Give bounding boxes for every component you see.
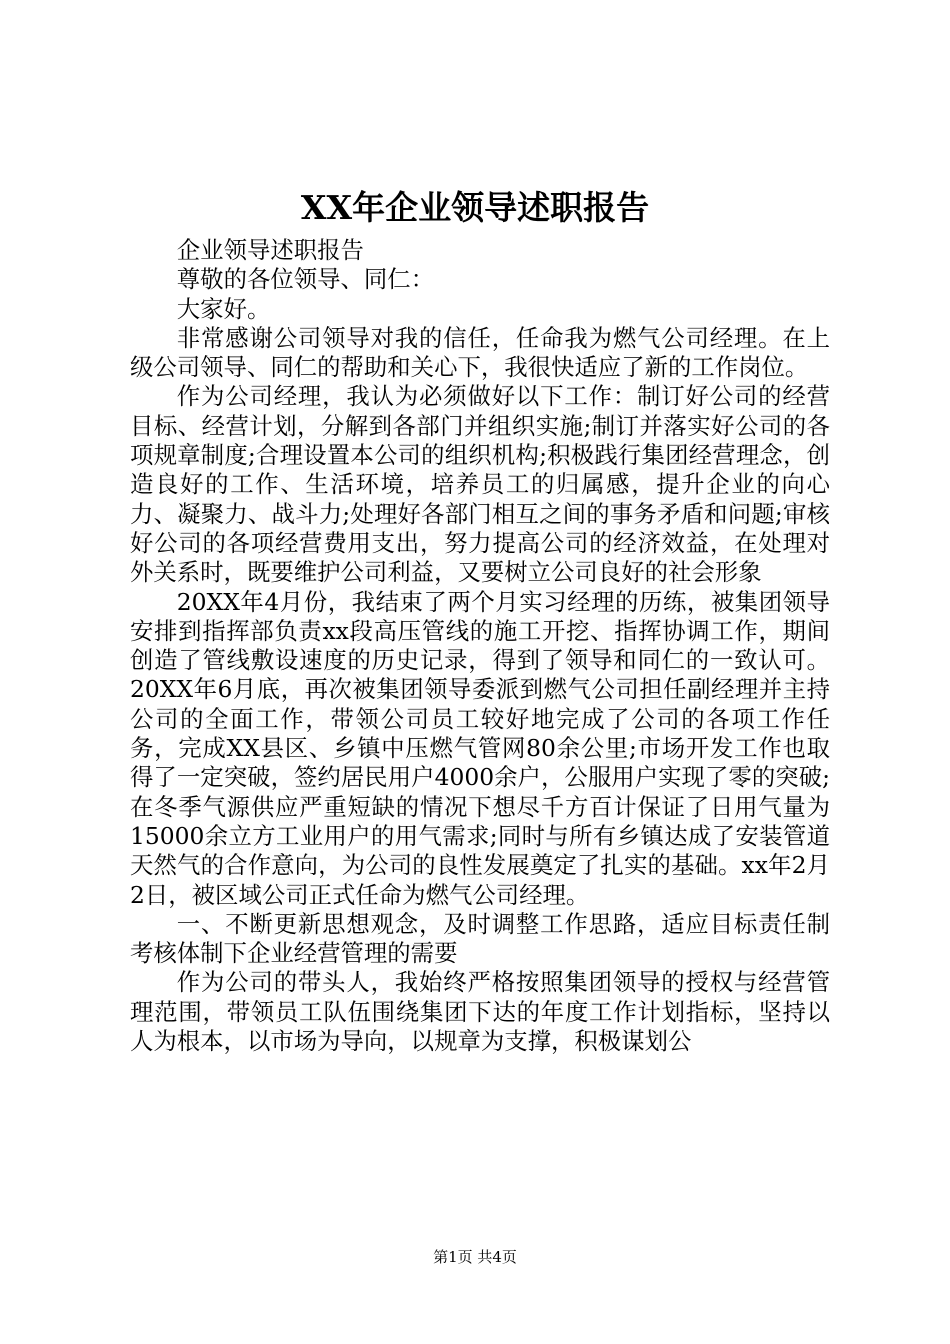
paragraph-thanks: 非常感谢公司领导对我的信任，任命我为燃气公司经理。在上级公司领导、同仁的帮助和关心下，我很快适应了新的工作岗位。 (130, 323, 830, 382)
paragraph-history: 20XX年4月份，我结束了两个月实习经理的历练，被集团领导安排到指挥部负责xx段高压管线的施工开挖、指挥协调工作，期间创造了管线敷设速度的历史记录，得到了领导和同仁的一致认可。20XX年6月底，再次被集团领导委派到燃气公司担任副经理并主持公司的全面工作，带领公司员工较好地完成了公司的各项工作任务，完成XX县区、乡镇中压燃气管网80余公里;市场开发工作也取得了一定突破，签约居民用户4000余户，公服用户实现了零的突破;在冬季气源供应严重短缺的情况下想尽千方百计保证了日用气量为15000余立方工业用户的用气需求;同时与所有乡镇达成了安装管道天然气的合作意向，为公司的良性发展奠定了扎实的基础。xx年2月2日，被区域公司正式任命为燃气公司经理。 (130, 587, 830, 909)
paragraph-leadership: 作为公司的带头人，我始终严格按照集团领导的授权与经营管理范围，带领员工队伍围绕集团下达的年度工作计划指标，坚持以人为根本，以市场为导向，以规章为支撑，积极谋划公 (130, 968, 830, 1056)
paragraph-subtitle: 企业领导述职报告 (176, 236, 364, 264)
section-heading-1: 一、不断更新思想观念，及时调整工作思路，适应目标责任制考核体制下企业经营管理的需要 (130, 909, 830, 968)
paragraph-salutation: 尊敬的各位领导、同仁： (176, 265, 435, 294)
page-footer: 第1页 共4页 (433, 1248, 517, 1266)
paragraph-greeting: 大家好。 (176, 294, 271, 323)
document-title: XX年企业领导述职报告 (300, 188, 650, 227)
paragraph-duties: 作为公司经理，我认为必须做好以下工作：制订好公司的经营目标、经营计划，分解到各部门并组织实施;制订并落实好公司的各项规章制度;合理设置本公司的组织机构;积极践行集团经营理念，创造良好的工作、生活环境，培养员工的归属感，提升企业的向心力、凝聚力、战斗力;处理好各部门相互之间的事务矛盾和问题;审核好公司的各项经营费用支出，努力提高公司的经济效益，在处理对外关系时，既要维护公司利益，又要树立公司良好的社会形象 (130, 382, 830, 587)
document-body (130, 236, 830, 1056)
